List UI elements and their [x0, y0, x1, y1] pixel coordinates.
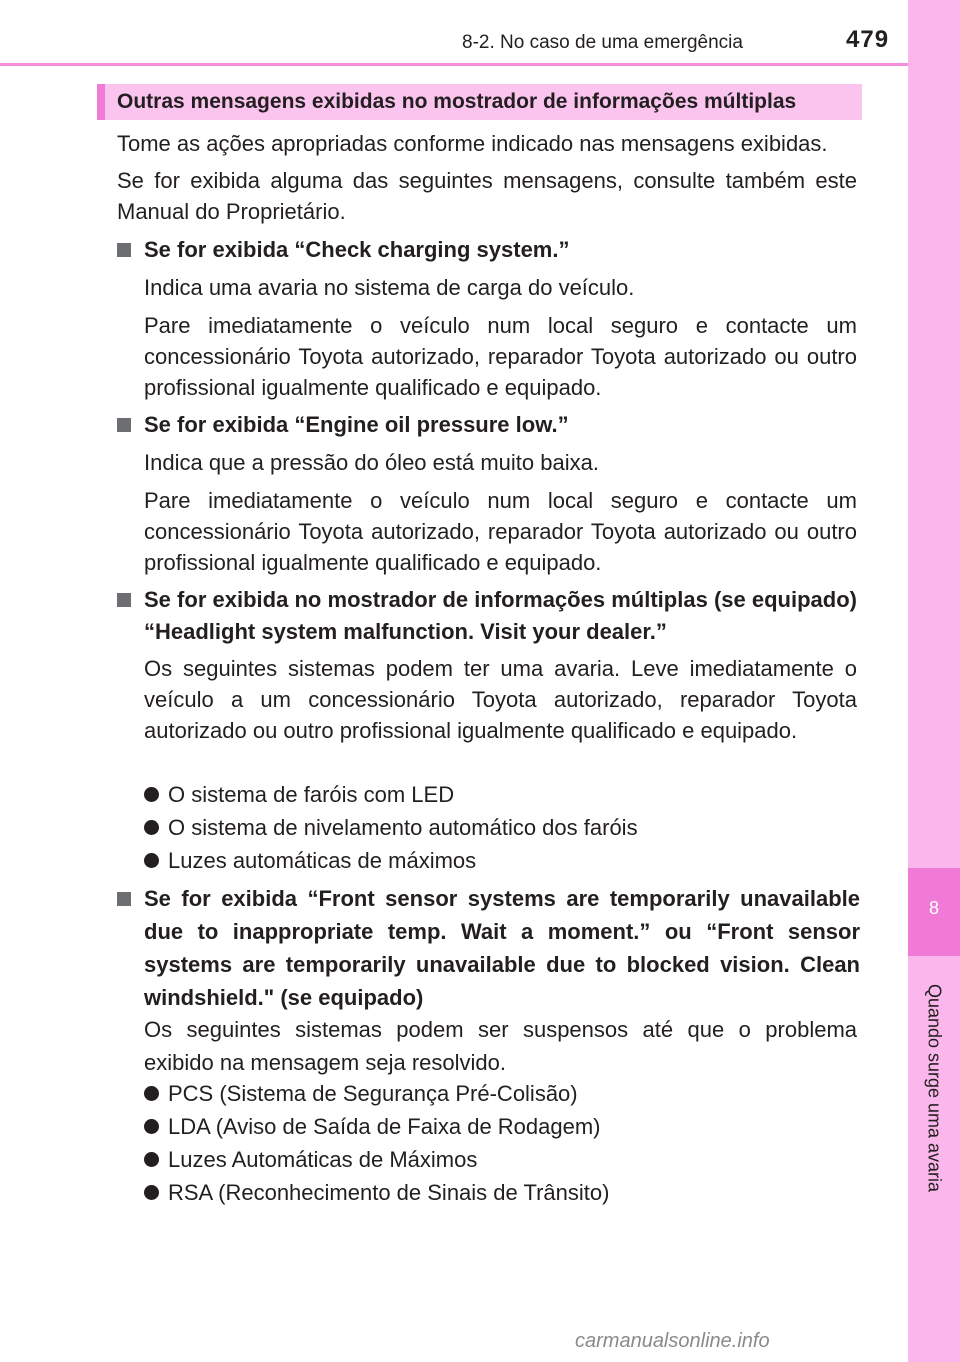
body-paragraph: Pare imediatamente o veículo num local seguro e contacte um concessionário Toyota autorizado, reparador Toyota autorizado ou outro profissional igualmente qualificado e equipado.	[144, 313, 857, 400]
round-bullet-icon	[144, 820, 159, 835]
round-bullet-icon	[144, 1152, 159, 1167]
body-paragraph: Os seguintes sistemas podem ter uma avaria. Leve imediatamente o veículo a um concessionário Toyota autorizado, reparador Toyota autorizado ou outro profissional igualmente qualificado e equipado.	[144, 656, 857, 743]
round-bullet-icon	[144, 853, 159, 868]
chapter-title: 8-2. No caso de uma emergência	[462, 32, 743, 53]
round-bullet-icon	[144, 787, 159, 802]
round-bullet-icon	[144, 1185, 159, 1200]
square-bullet-icon	[117, 418, 131, 432]
section-heading: Se for exibida “Front sensor systems are temporarily unavailable due to inappropriate temp. Wait a moment.” ou “Front sensor systems are temporarily unavailable due to blocked vision. Clean windshield." (se equipado)	[144, 886, 860, 1010]
list-item-text: PCS (Sistema de Segurança Pré-Colisão)	[168, 1081, 578, 1106]
list-item-text: RSA (Reconhecimento de Sinais de Trânsito)	[168, 1180, 610, 1205]
section-heading: Se for exibida “Check charging system.”	[144, 237, 570, 262]
list-item-text: O sistema de nivelamento automático dos faróis	[168, 815, 638, 840]
square-bullet-icon	[117, 892, 131, 906]
list-item-text: LDA (Aviso de Saída de Faixa de Rodagem)	[168, 1114, 601, 1139]
body-paragraph: Indica uma avaria no sistema de carga do veículo.	[144, 275, 635, 300]
header-divider	[0, 63, 908, 66]
list-item-text: Luzes automáticas de máximos	[168, 848, 477, 873]
square-bullet-icon	[117, 243, 131, 257]
page-number: 479	[846, 26, 890, 53]
list-item	[144, 848, 476, 874]
body-paragraph: Indica que a pressão do óleo está muito baixa.	[144, 450, 599, 475]
list-item	[144, 815, 638, 841]
round-bullet-icon	[144, 1086, 159, 1101]
section-heading: Se for exibida no mostrador de informações múltiplas (se equipado) “Headlight system malfunction. Visit your dealer.”	[144, 587, 857, 644]
list-item-text: Luzes Automáticas de Máximos	[168, 1147, 478, 1172]
list-item	[144, 1147, 477, 1173]
body-paragraph: Os seguintes sistemas podem ser suspensos até que o problema exibido na mensagem seja resolvido.	[144, 1017, 857, 1075]
intro-paragraph: Tome as ações apropriadas conforme indicado nas mensagens exibidas.	[117, 131, 828, 156]
watermark: carmanualsonline.info	[575, 1330, 770, 1352]
list-item	[144, 782, 454, 808]
round-bullet-icon	[144, 1119, 159, 1134]
square-bullet-icon	[117, 593, 131, 607]
body-paragraph: Pare imediatamente o veículo num local seguro e contacte um concessionário Toyota autorizado, reparador Toyota autorizado ou outro profissional igualmente qualificado e equipado.	[144, 488, 857, 575]
list-item	[144, 1180, 609, 1206]
list-item	[144, 1114, 601, 1140]
section-title: Outras mensagens exibidas no mostrador de informações múltiplas	[117, 90, 797, 113]
section-heading: Se for exibida “Engine oil pressure low.”	[144, 412, 569, 437]
list-item-text: O sistema de faróis com LED	[168, 782, 455, 807]
chapter-label: Quando surge uma avaria	[924, 983, 945, 1193]
chapter-number-tab: 8	[908, 868, 960, 956]
intro-paragraph: Se for exibida alguma das seguintes mensagens, consulte também este Manual do Proprietário.	[117, 168, 857, 224]
list-item	[144, 1081, 578, 1107]
